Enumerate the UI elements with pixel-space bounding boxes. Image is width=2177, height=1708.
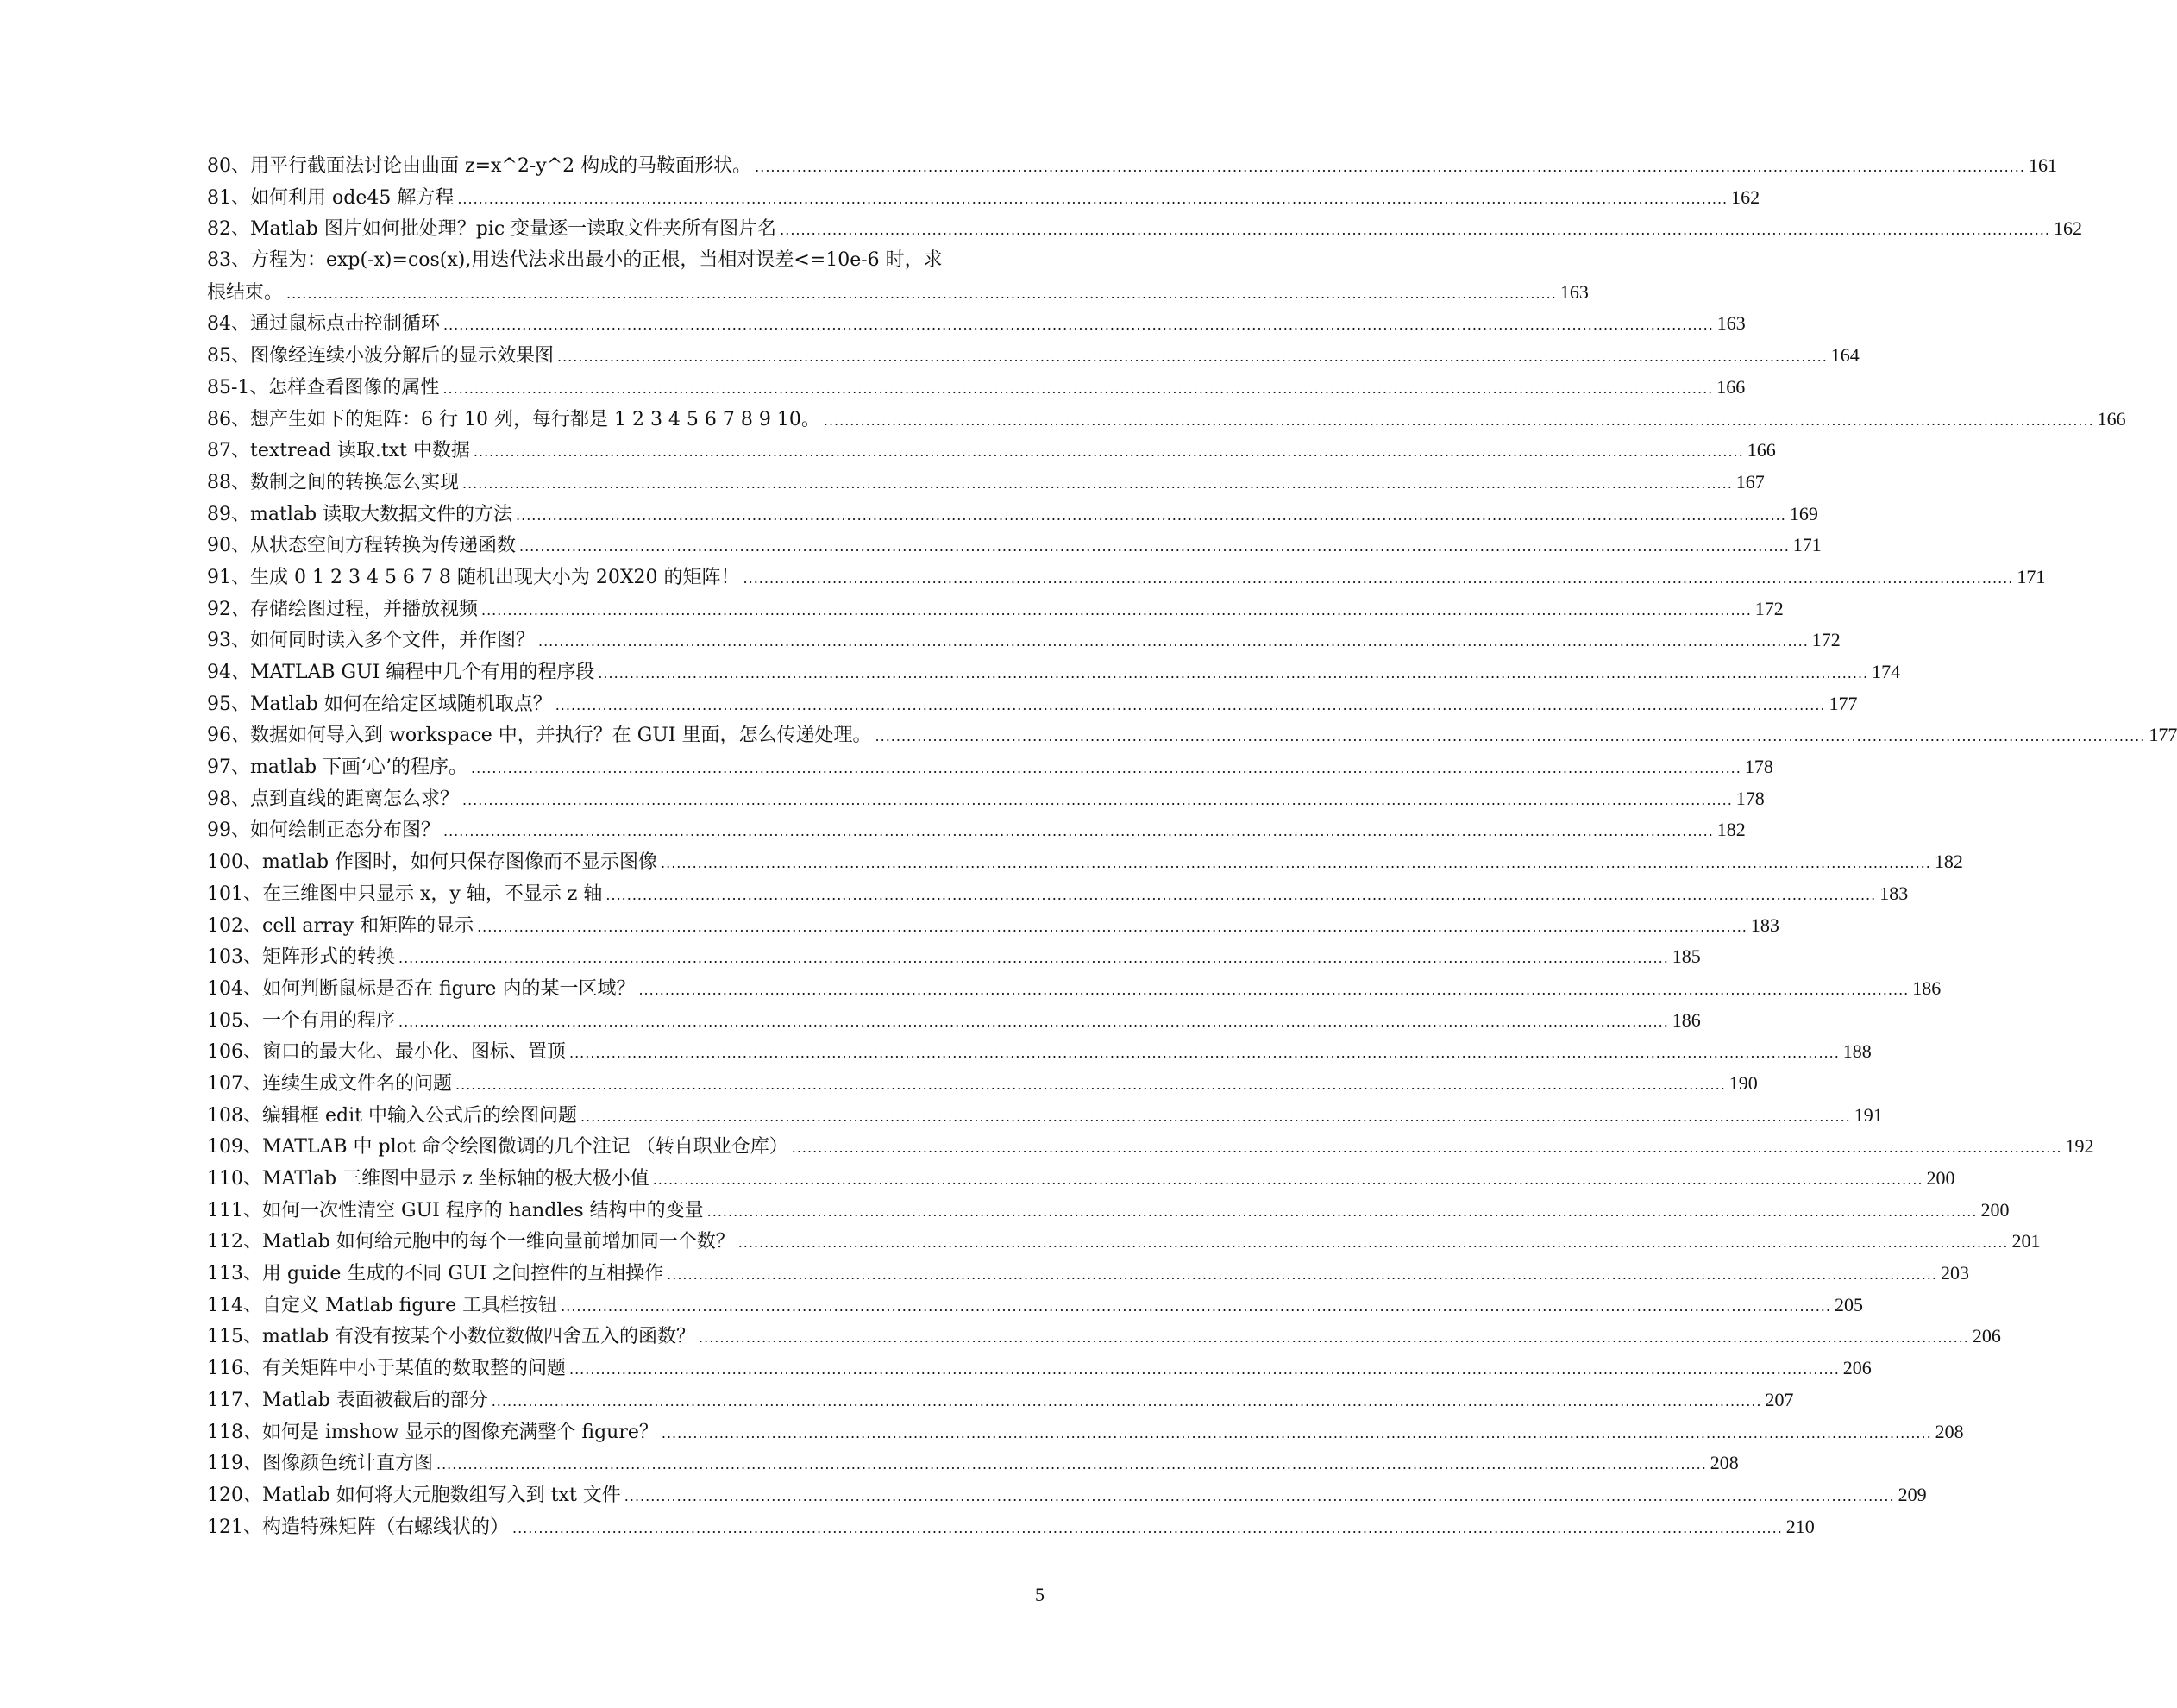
toc-entry[interactable] xyxy=(207,404,2126,436)
toc-entry[interactable] xyxy=(207,593,1784,625)
toc-entry-title: 107、连续生成文件名的问题 xyxy=(207,1072,452,1095)
dot-leader xyxy=(512,1513,1783,1545)
toc-entry-page: 185 xyxy=(1672,945,1701,968)
toc-entry-title: 113、用 guide 生成的不同 GUI 之间控件的互相操作 xyxy=(207,1263,664,1285)
toc-entry-page: 163 xyxy=(1716,312,1746,335)
toc-entry-page: 172 xyxy=(1811,629,1841,651)
dot-leader xyxy=(569,1354,1840,1386)
dot-leader xyxy=(477,912,1747,944)
toc-entry[interactable] xyxy=(207,1226,2041,1258)
toc-entry[interactable] xyxy=(207,150,2057,182)
toc-entry-page: 207 xyxy=(1765,1388,1794,1410)
toc-entry[interactable] xyxy=(207,656,1901,688)
dot-leader xyxy=(662,1418,1932,1450)
toc-entry[interactable] xyxy=(207,372,1746,404)
toc-entry-title: 112、Matlab 如何给元胞中的每个一维向量前增加同一个数？ xyxy=(207,1231,735,1253)
toc-entry-title: 87、textread 读取.txt 中数据 xyxy=(207,440,470,462)
toc-entry-page: 174 xyxy=(1872,661,1901,682)
toc-entry-title: 86、想产生如下的矩阵：6 行 10 列，每行都是 1 2 3 4 5 6 7 8 9 10。 xyxy=(207,408,820,430)
dot-leader xyxy=(519,531,1790,563)
toc-entry-title: 96、数据如何导入到 workspace 中，并执行？在 GUI 里面，怎么传递处理。 xyxy=(207,725,872,747)
toc-entry[interactable] xyxy=(207,688,1858,720)
toc-entry-title: 114、自定义 Matlab figure 工具栏按钮 xyxy=(207,1294,558,1316)
toc-entry[interactable] xyxy=(207,973,1942,1005)
toc-entry-title: 101、在三维图中只显示 x，y 轴，不显示 z 轴 xyxy=(207,882,603,905)
toc-entry-page: 177 xyxy=(1829,692,1858,714)
toc-entry[interactable] xyxy=(207,340,1860,372)
toc-entry[interactable] xyxy=(207,499,1818,531)
toc-entry[interactable] xyxy=(207,1036,1872,1068)
toc-entry[interactable] xyxy=(207,878,1909,910)
dot-leader xyxy=(443,816,1714,848)
toc-entry-page: 200 xyxy=(1980,1198,2010,1221)
dot-leader xyxy=(538,626,1809,658)
dot-leader xyxy=(492,1386,1762,1418)
toc-entry-page: 206 xyxy=(1972,1325,2001,1347)
dot-leader xyxy=(398,1007,1669,1039)
dot-leader xyxy=(457,184,1728,216)
toc-entry-title: 80、用平行截面法讨论由曲面 z=x^2-y^2 构成的马鞍面形状。 xyxy=(207,155,752,177)
toc-entry-page: 178 xyxy=(1744,756,1773,778)
toc-entry-page: 172 xyxy=(1754,597,1784,619)
toc-entry-title: 94、MATLAB GUI 编程中几个有用的程序段 xyxy=(207,662,595,683)
toc-entry[interactable] xyxy=(207,1416,1964,1448)
toc-entry-title: 92、存储绘图过程，并播放视频 xyxy=(207,598,478,620)
dot-leader xyxy=(875,721,2146,753)
toc-entry-title: 93、如何同时读入多个文件，并作图？ xyxy=(207,630,535,652)
toc-entry[interactable] xyxy=(207,1195,2010,1227)
dot-leader xyxy=(824,405,2094,437)
toc-entry-page: 191 xyxy=(1854,1103,1883,1126)
dot-leader xyxy=(738,1228,2009,1259)
toc-entry[interactable] xyxy=(207,245,1589,308)
dot-leader xyxy=(462,785,1733,817)
toc-entry-page: 210 xyxy=(1785,1515,1815,1537)
toc-entry-page: 171 xyxy=(2017,565,2046,587)
dot-leader xyxy=(624,1481,1895,1513)
toc-entry-title: 108、编辑框 edit 中输入公式后的绘图问题 xyxy=(207,1104,577,1127)
toc-entry-page: 178 xyxy=(1735,787,1765,809)
dot-leader xyxy=(555,690,1826,722)
toc-entry-title-continued: 根结束。 xyxy=(207,281,284,304)
toc-entry-page: 188 xyxy=(1842,1040,1872,1063)
toc-entry-title: 90、从状态空间方程转换为传递函数 xyxy=(207,535,516,557)
toc-entry-title: 99、如何绘制正态分布图？ xyxy=(207,819,440,842)
toc-entry[interactable] xyxy=(207,814,1746,846)
toc-entry-title: 100、matlab 作图时，如何只保存图像而不显示图像 xyxy=(207,851,658,874)
dot-leader xyxy=(598,658,1868,690)
dot-leader xyxy=(462,468,1733,500)
toc-entry[interactable] xyxy=(207,1163,1955,1195)
toc-entry[interactable] xyxy=(207,1100,1883,1132)
toc-entry-title: 118、如何是 imshow 显示的图像充满整个 figure？ xyxy=(207,1421,658,1443)
toc-entry[interactable] xyxy=(207,1479,1927,1511)
toc-entry-page: 186 xyxy=(1672,1008,1701,1031)
dot-leader xyxy=(455,1070,1726,1102)
table-of-contents xyxy=(207,150,2177,1542)
toc-entry[interactable] xyxy=(207,846,1963,878)
toc-entry-page: 163 xyxy=(1559,280,1589,303)
toc-entry[interactable] xyxy=(207,751,1773,783)
dot-leader xyxy=(474,436,1744,468)
dot-leader xyxy=(699,1322,1969,1354)
toc-entry-title: 119、图像颜色统计直方图 xyxy=(207,1453,433,1475)
toc-entry[interactable] xyxy=(207,1321,2001,1353)
toc-entry[interactable] xyxy=(207,625,1841,656)
toc-entry[interactable] xyxy=(207,1447,1739,1479)
dot-leader xyxy=(743,563,2014,595)
toc-entry[interactable] xyxy=(207,435,1776,467)
toc-entry[interactable] xyxy=(207,1258,1969,1290)
toc-entry-page: 171 xyxy=(1792,534,1822,556)
toc-entry-page: 162 xyxy=(2053,217,2082,240)
dot-leader xyxy=(792,1133,2062,1165)
toc-entry[interactable] xyxy=(207,530,1822,562)
toc-entry-page: 208 xyxy=(1710,1452,1739,1474)
toc-entry[interactable] xyxy=(207,1068,1758,1100)
toc-entry-page: 201 xyxy=(2011,1230,2041,1253)
toc-entry-page: 166 xyxy=(1747,439,1776,462)
toc-entry-title: 98、点到直线的距离怎么求？ xyxy=(207,788,459,810)
toc-entry[interactable] xyxy=(207,1511,1815,1543)
dot-leader xyxy=(638,975,1909,1007)
toc-entry[interactable] xyxy=(207,1131,2094,1163)
toc-entry-title: 115、matlab 有没有按某个小数位数做四舍五入的函数？ xyxy=(207,1326,696,1348)
toc-entry-title: 110、MATlab 三维图中显示 z 坐标轴的极大极小值 xyxy=(207,1168,649,1190)
toc-entry-title: 91、生成 0 1 2 3 4 5 6 7 8 随机出现大小为 20X20 的矩阵！ xyxy=(207,566,740,588)
toc-entry[interactable] xyxy=(207,941,1701,973)
toc-entry-page: 182 xyxy=(1934,851,1963,873)
dot-leader xyxy=(436,1449,1707,1481)
toc-entry[interactable] xyxy=(207,910,1779,942)
toc-entry-page: 167 xyxy=(1735,470,1765,493)
dot-leader xyxy=(481,595,1752,627)
dot-leader xyxy=(707,1196,1978,1228)
toc-entry-title: 111、如何一次性清空 GUI 程序的 handles 结构中的变量 xyxy=(207,1199,704,1221)
toc-entry-title: 84、通过鼠标点击控制循环 xyxy=(207,313,440,336)
toc-entry-page: 208 xyxy=(1935,1420,1964,1442)
toc-entry-page: 190 xyxy=(1728,1071,1758,1094)
dot-leader xyxy=(605,880,1876,912)
toc-entry-title: 104、如何判断鼠标是否在 figure 内的某一区域？ xyxy=(207,977,636,1000)
toc-entry-page: 183 xyxy=(1750,914,1779,936)
toc-entry-title: 102、cell array 和矩阵的显示 xyxy=(207,914,474,937)
toc-entry-title: 103、矩阵形式的转换 xyxy=(207,946,395,969)
toc-entry-page: 182 xyxy=(1716,819,1746,841)
toc-entry-page: 203 xyxy=(1940,1262,1969,1284)
toc-entry-title: 83、方程为：exp(-x)=cos(x),用迭代法求出最小的正根，当相对误差<=10e-6 时，求 xyxy=(207,249,943,272)
toc-entry[interactable] xyxy=(207,1385,1794,1416)
dot-leader xyxy=(557,342,1828,374)
toc-entry-title: 106、窗口的最大化、最小化、图标、置顶 xyxy=(207,1041,566,1064)
toc-entry[interactable] xyxy=(207,562,2046,593)
toc-entry-title: 116、有关矩阵中小于某值的数取整的问题 xyxy=(207,1358,566,1380)
dot-leader xyxy=(780,215,2050,247)
dot-leader xyxy=(398,943,1669,975)
toc-entry-title: 95、Matlab 如何在给定区域随机取点？ xyxy=(207,693,552,715)
toc-entry-page: 209 xyxy=(1898,1483,1927,1505)
toc-entry[interactable] xyxy=(207,308,1746,340)
toc-entry-page: 169 xyxy=(1789,502,1818,524)
toc-entry-title: 117、Matlab 表面被截后的部分 xyxy=(207,1389,488,1411)
toc-entry-title: 89、matlab 读取大数据文件的方法 xyxy=(207,503,513,525)
dot-leader xyxy=(755,152,2025,184)
toc-entry-page: 177 xyxy=(2149,724,2177,746)
toc-entry-page: 166 xyxy=(1716,375,1746,398)
toc-entry-page: 192 xyxy=(2065,1135,2094,1158)
toc-entry-title: 120、Matlab 如何将大元胞数组写入到 txt 文件 xyxy=(207,1484,621,1506)
toc-entry[interactable] xyxy=(207,213,2082,245)
page-number: 5 xyxy=(1035,1584,1045,1605)
toc-entry-title: 82、Matlab 图片如何批处理？pic 变量逐一读取文件夹所有图片名 xyxy=(207,218,777,241)
toc-entry-page: 186 xyxy=(1912,976,1942,999)
toc-entry[interactable] xyxy=(207,783,1765,815)
dot-leader xyxy=(653,1165,1923,1196)
toc-entry-page: 164 xyxy=(1830,344,1860,367)
dot-leader xyxy=(667,1259,1937,1291)
dot-leader xyxy=(442,374,1713,405)
toc-entry-page: 166 xyxy=(2097,407,2126,430)
toc-entry-title: 121、构造特殊矩阵（右螺线状的） xyxy=(207,1516,509,1538)
toc-entry[interactable] xyxy=(207,1290,1863,1322)
toc-entry[interactable] xyxy=(207,1353,1872,1385)
dot-leader xyxy=(561,1291,1831,1323)
toc-entry[interactable] xyxy=(207,467,1765,499)
toc-entry-page: 162 xyxy=(1731,185,1760,208)
toc-entry-page: 205 xyxy=(1834,1293,1863,1316)
toc-entry-title: 88、数制之间的转换怎么实现 xyxy=(207,471,459,493)
toc-entry-title: 105、一个有用的程序 xyxy=(207,1009,395,1032)
toc-entry[interactable] xyxy=(207,182,1760,214)
dot-leader xyxy=(661,848,1931,880)
dot-leader xyxy=(569,1038,1840,1070)
toc-entry-title: 85、图像经连续小波分解后的显示效果图 xyxy=(207,345,554,367)
toc-entry-page: 183 xyxy=(1879,882,1909,904)
toc-entry-title: 85-1、怎样查看图像的属性 xyxy=(207,376,440,399)
dot-leader xyxy=(286,279,1557,311)
dot-leader xyxy=(516,500,1786,532)
toc-entry-page: 161 xyxy=(2028,154,2057,176)
toc-entry[interactable] xyxy=(207,719,2177,751)
dot-leader xyxy=(580,1102,1851,1133)
dot-leader xyxy=(471,753,1741,785)
toc-entry-title: 81、如何利用 ode45 解方程 xyxy=(207,186,455,209)
toc-entry-title: 109、MATLAB 中 plot 命令绘图微调的几个注记 （转自职业仓库） xyxy=(207,1136,788,1159)
toc-entry[interactable] xyxy=(207,1005,1701,1037)
toc-entry-page: 200 xyxy=(1926,1167,1955,1189)
toc-entry-page: 206 xyxy=(1842,1357,1872,1379)
dot-leader xyxy=(443,310,1714,342)
toc-entry-title: 97、matlab 下画‘心’的程序。 xyxy=(207,757,468,779)
